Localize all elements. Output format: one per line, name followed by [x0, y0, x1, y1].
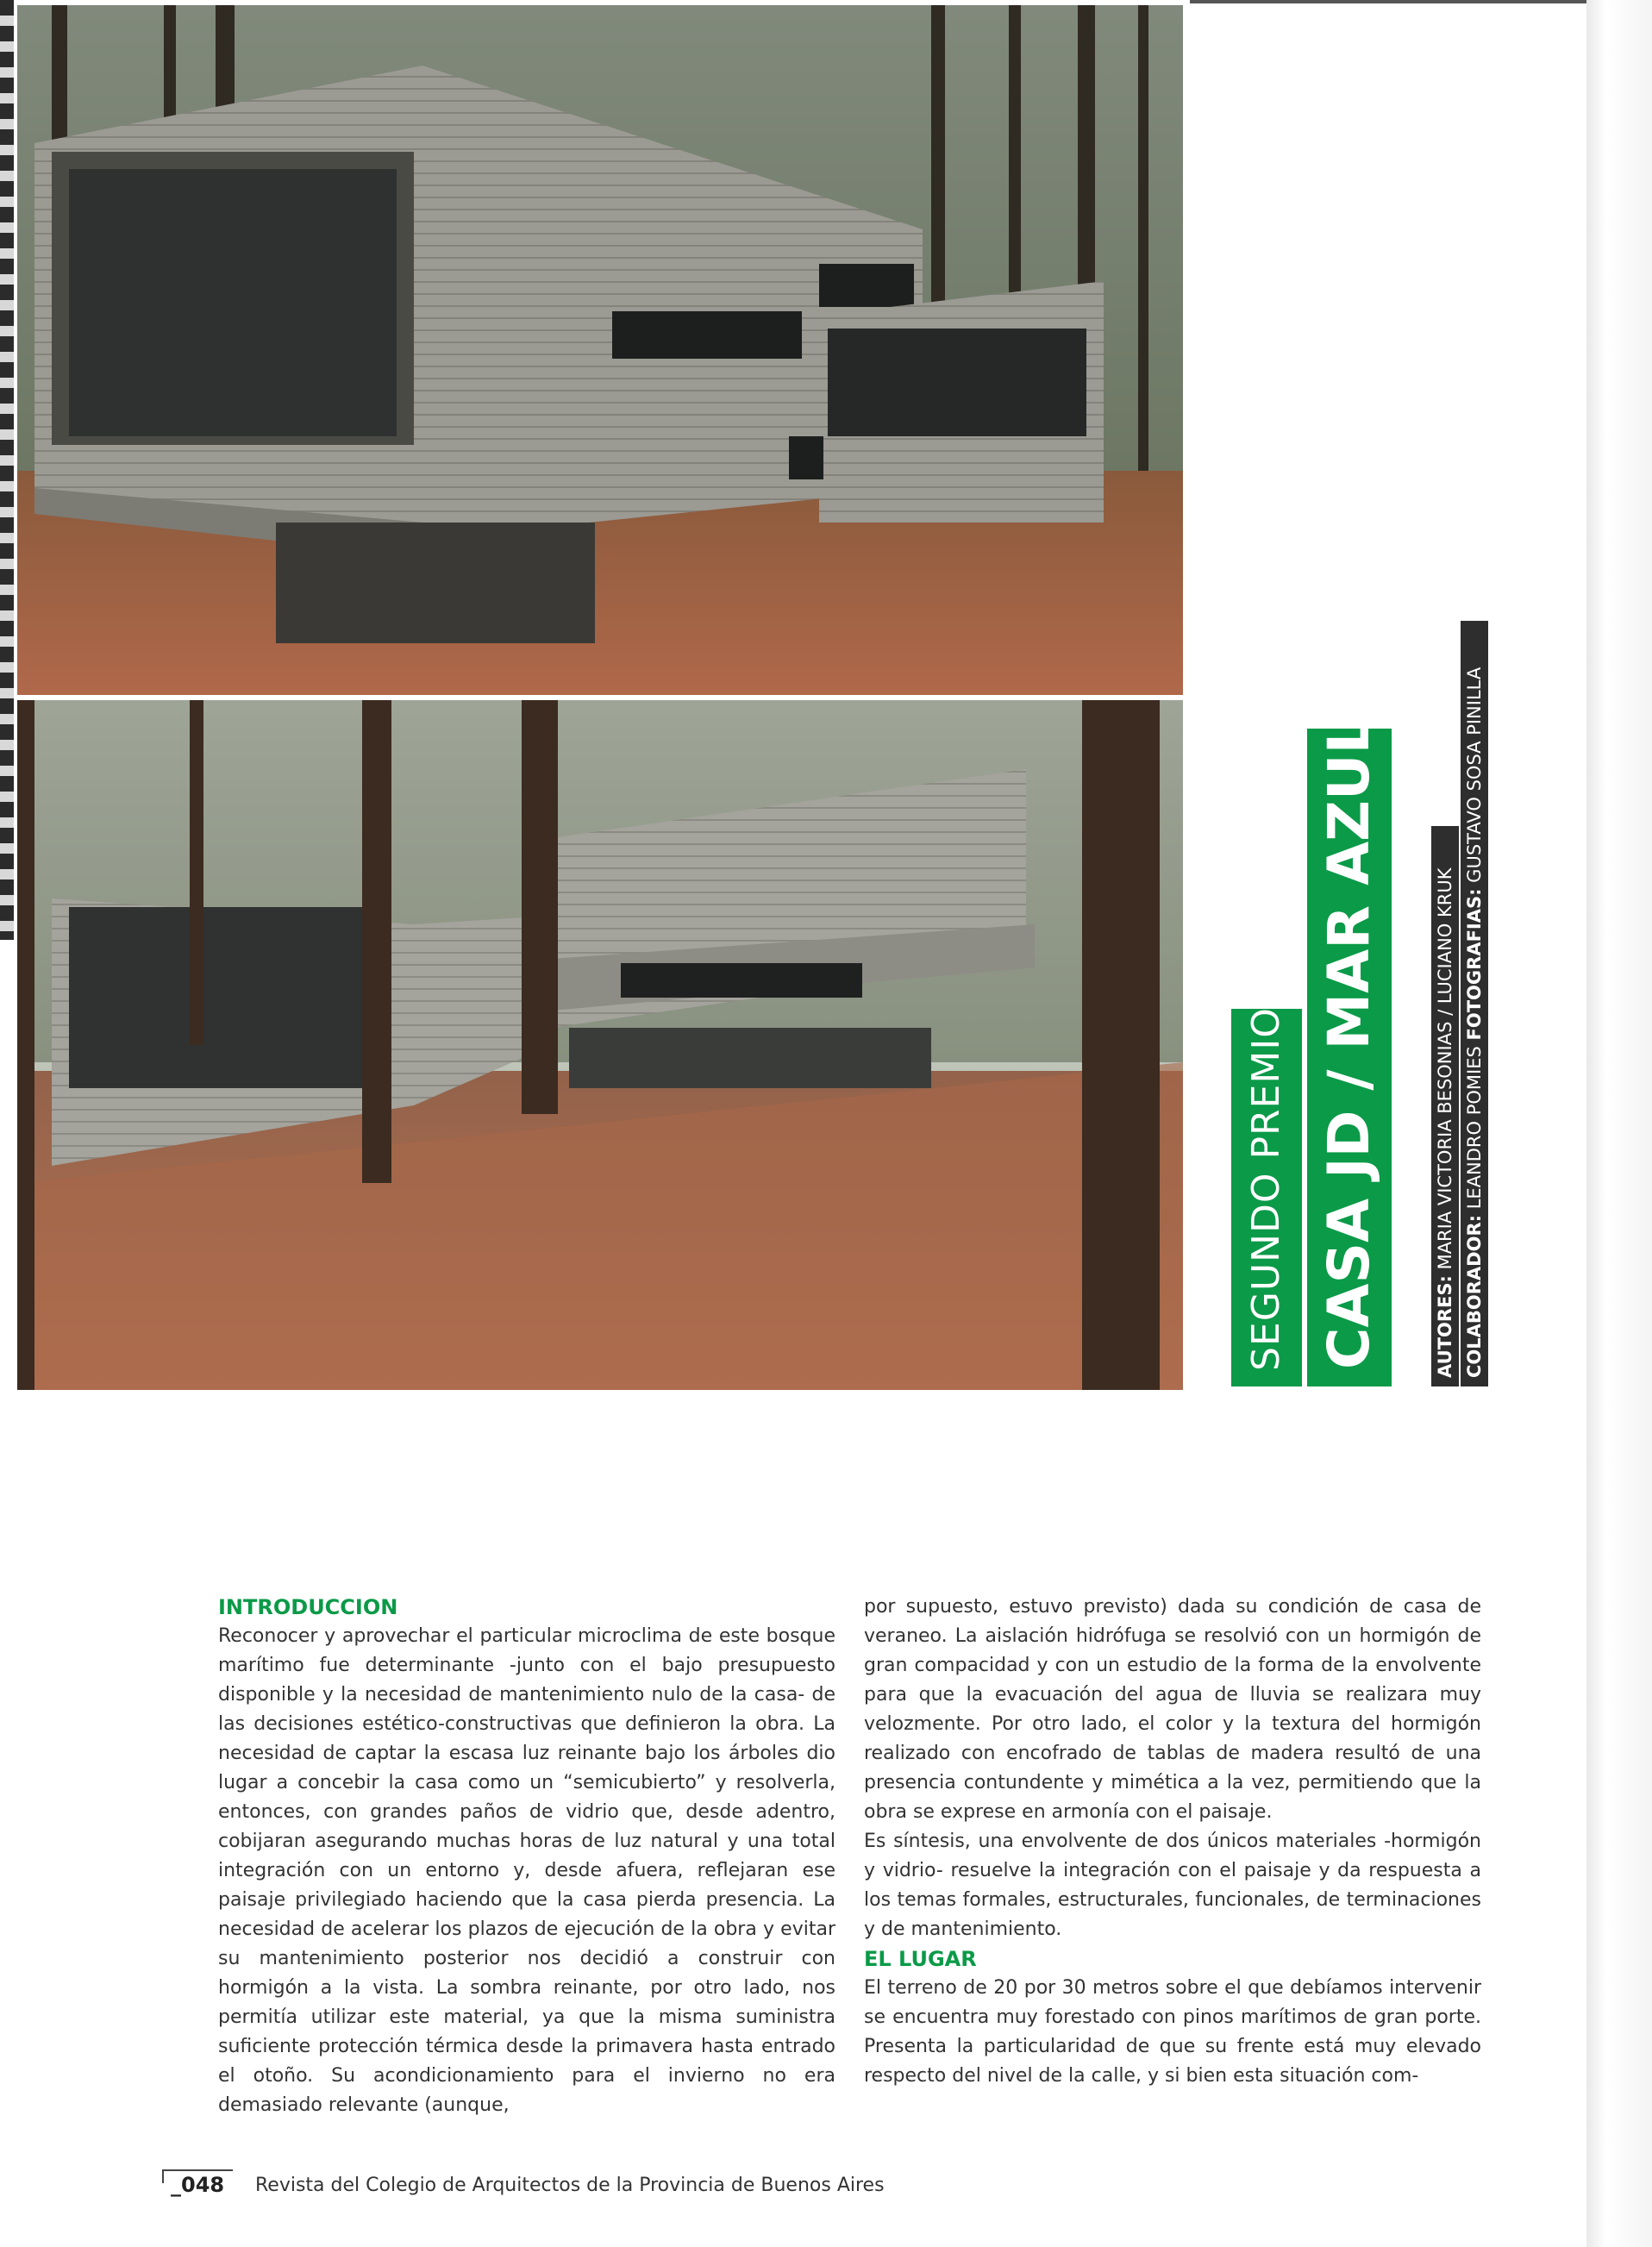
photos-label: FOTOGRAFIAS: [1464, 888, 1485, 1041]
project-title: CASA JD / MAR AZUL [1307, 729, 1392, 1386]
credits-authors [1431, 826, 1459, 1386]
top-rule [1190, 0, 1586, 3]
intro-continued-paragraph: por supuesto, estuvo previsto) dada su condición de casa de veraneo. La aislación hidrófuga se resolvió con un hormigón de gran compacidad y con un estudio de la forma de la envolvente para que la evacuación del agua de lluvia se realizara muy velozmente. Por otro lado, el color y la textura del hormigón realizado con encofrado de tablas de madera resultó de una presencia contundente y mimética a la vez, permitiendo que la obra se exprese en armonía con el paisaje. [864, 1596, 1481, 1823]
collaborator-label: COLABORADOR: [1464, 1214, 1485, 1378]
authors-names: MARIA VICTORIA BESONIAS / LUCIANO KRUK [1435, 867, 1455, 1270]
credits-collaborator [1461, 621, 1488, 1386]
place-paragraph: El terreno de 20 por 30 metros sobre el que debíamos intervenir se encuentra muy forestado con pinos marítimos de gran porte. Presenta la particularidad de que su frente está muy elevado respecto del nivel de la calle, y si bien esta situación com- [864, 1977, 1481, 2087]
award-label: SEGUNDO PREMIO [1231, 1009, 1302, 1386]
intro-heading: INTRODUCCION [218, 1595, 398, 1619]
house-photo-top [17, 5, 1183, 695]
scan-edge-left [0, 0, 14, 940]
publication-name: Revista del Colegio de Arquitectos de la Provincia de Buenos Aires [255, 2175, 885, 2196]
synthesis-paragraph: Es síntesis, una envolvente de dos únicos materiales -hormigón y vidrio- resuelve la integración con el paisaje y da respuesta a los temas formales, estructurales, funcionales, de terminaciones y de mantenimiento. [864, 1831, 1481, 1940]
photographer-name: GUSTAVO SOSA PINILLA [1464, 667, 1485, 883]
intro-paragraph: Reconocer y aprovechar el particular microclima de este bosque marítimo fue determinante -junto con el bajo presupuesto disponible y la necesidad de mantenimiento nulo de la casa- de las decisiones estético-constructivas que definieron la obra. La necesidad de captar la escasa luz reinante bajo los árboles dio lugar a concebir la casa como un “semicubierto” y resolverla, entonces, con grandes paños de vidrio que, desde adentro, cobijaran asegurando muchas horas de luz natural y una total integración con un entorno y, desde afuera, reflejaran ese paisaje privilegiado haciendo que la casa pierda presencia. La necesidad de acelerar los plazos de ejecución de la obra y evitar su mantenimiento posterior nos decidió a construir con hormigón a la vista. La sombra reinante, por otro lado, nos permitía utilizar este material, ya que la misma suministra suficiente protección térmica desde la primavera hasta entrado el otoño. Su acondicionamiento para el invierno no era demasiado relevante (aunque, [218, 1625, 835, 2116]
authors-label: AUTORES: [1435, 1275, 1455, 1378]
article-column-left [218, 1593, 835, 2120]
place-heading: EL LUGAR [864, 1947, 977, 1971]
page-footer [162, 2169, 938, 2204]
collaborator-name: LEANDRO POMIES [1464, 1046, 1485, 1210]
article-column-right [864, 1593, 1481, 2091]
scan-edge-right [1586, 0, 1652, 2247]
page-number: _048 [171, 2173, 225, 2197]
house-photo-bottom [17, 700, 1183, 1390]
